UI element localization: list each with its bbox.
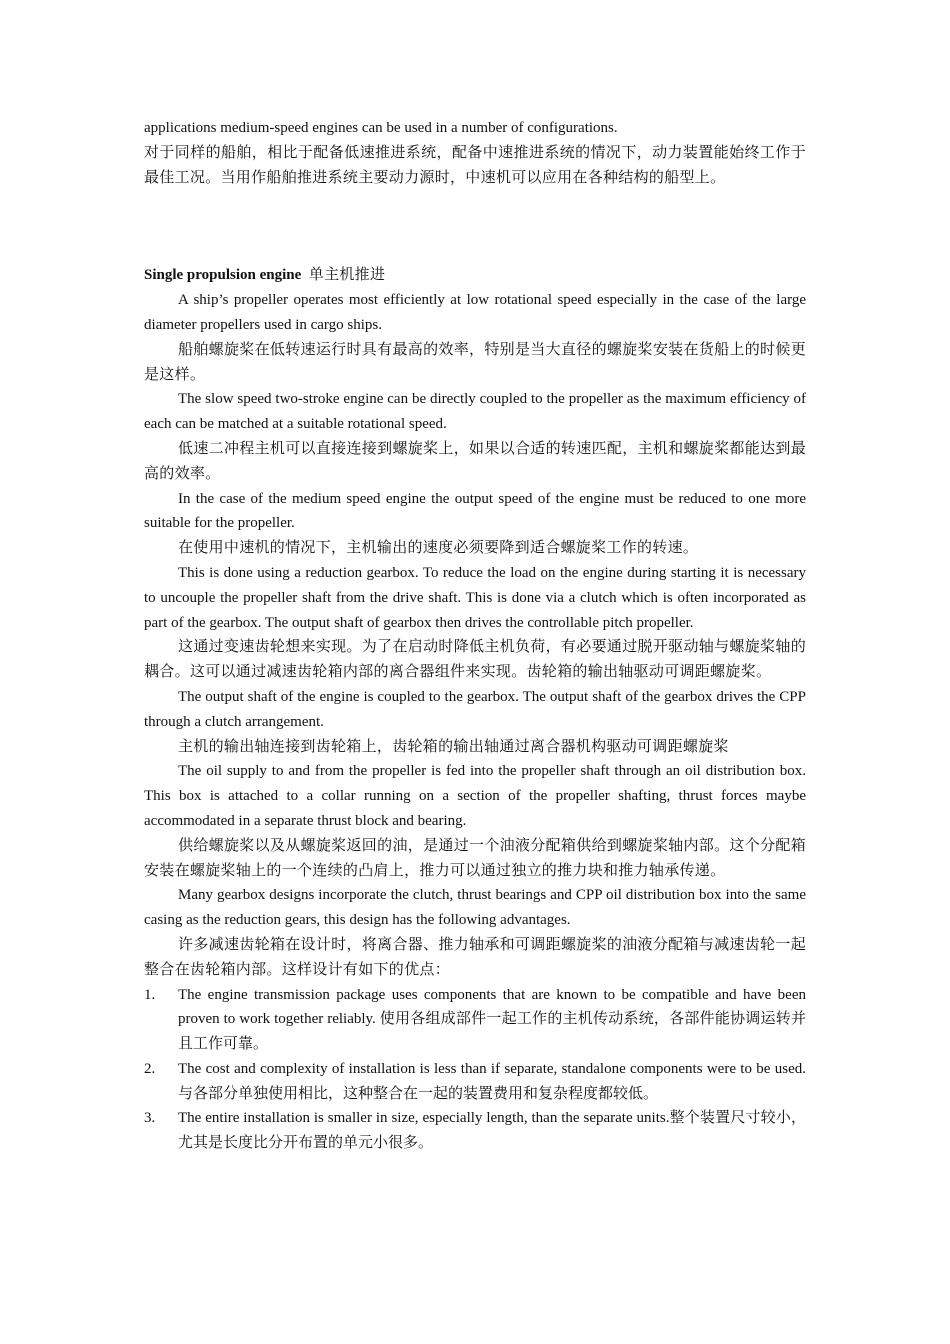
paragraph-gearbox-designs-en: Many gearbox designs incorporate the clutch, thrust bearings and CPP oil distribution box into the same casing as the reduction gears, this design has the following advantages. (144, 887, 806, 929)
list-item-number: 3. (144, 1110, 156, 1127)
list-item-text: The engine transmission package uses components that are known to be compatible and have been proven to work together reliably. 使用各组成部件一起工作的主机传动系统，各部件能协调运转并且工作可靠。 (178, 986, 806, 1053)
paragraph-oil-supply-en: The oil supply to and from the propeller is fed into the propeller shaft through an oil distribution box. This box is attached to a collar running on a section of the propeller shafting, thrust forces maybe accommodated in a separate thrust block and bearing. (144, 763, 806, 829)
list-item (144, 1057, 806, 1107)
intro-english: applications medium-speed engines can be used in a number of configurations. (144, 120, 618, 136)
list-item (144, 1106, 806, 1156)
list-item (144, 983, 806, 1057)
section-heading-chinese: 单主机推进 (308, 267, 386, 284)
list-item-text: The cost and complexity of installation is less than if separate, standalone components were to be used. 与各部分单独使用相比，这种整合在一起的装置费用和复杂程度都较低。 (178, 1060, 806, 1102)
list-item-number: 1. (144, 986, 156, 1003)
paragraph-medium-speed-zh: 在使用中速机的情况下，主机输出的速度必须要降到适合螺旋桨工作的转速。 (178, 540, 699, 557)
paragraph-reduction-gearbox-en: This is done using a reduction gearbox. To reduce the load on the engine during starting it is necessary to uncouple the propeller shaft from the drive shaft. This is done via a clutch which is often incorporated as part of the gearbox. The output shaft of gearbox then drives the controllable pitch propeller. (144, 564, 806, 631)
advantages-list (144, 983, 806, 1157)
section-heading-english: Single propulsion engine (144, 267, 302, 284)
paragraph-propeller-efficiency-en: A ship’s propeller operates most efficiently at low rotational speed especially in the case of the large diameter propellers used in cargo ships. (144, 292, 806, 333)
paragraph-oil-supply-zh: 供给螺旋桨以及从螺旋桨返回的油，是通过一个油液分配箱供给到螺旋桨轴内部。这个分配箱安装在螺旋桨轴上的一个连续的凸肩上，推力可以通过独立的推力块和推力轴承传递。 (144, 837, 806, 879)
paragraph-two-stroke-en: The slow speed two-stroke engine can be directly coupled to the propeller as the maximum efficiency of each can be matched at a suitable rotational speed. (144, 391, 806, 433)
document-page (144, 116, 806, 1156)
paragraph-reduction-gearbox-zh: 这通过变速齿轮想来实现。为了在启动时降低主机负荷，有必要通过脱开驱动轴与螺旋桨轴的耦合。这可以通过减速齿轮箱内部的离合器组件来实现。齿轮箱的输出轴驱动可调距螺旋桨。 (144, 639, 806, 681)
paragraph-propeller-efficiency-zh: 船舶螺旋桨在低转速运行时具有最高的效率，特别是当大直径的螺旋桨安装在货船上的时候更是这样。 (144, 341, 806, 383)
intro-chinese: 对于同样的船舶，相比于配备低速推进系统，配备中速推进系统的情况下，动力装置能始终工作于最佳工况。当用作船舶推进系统主要动力源时，中速机可以应用在各种结构的船型上。 (144, 144, 806, 186)
section-spacer (144, 190, 806, 263)
paragraph-two-stroke-zh: 低速二冲程主机可以直接连接到螺旋桨上，如果以合适的转速匹配，主机和螺旋桨都能达到最高的效率。 (144, 440, 806, 482)
paragraph-gearbox-designs-zh: 许多减速齿轮箱在设计时，将离合器、推力轴承和可调距螺旋桨的油液分配箱与减速齿轮一起整合在齿轮箱内部。这样设计有如下的优点： (144, 936, 806, 978)
section-heading (144, 263, 806, 288)
paragraph-output-shaft-en: The output shaft of the engine is coupled to the gearbox. The output shaft of the gearbox drives the CPP through a clutch arrangement. (144, 688, 806, 730)
paragraph-output-shaft-zh: 主机的输出轴连接到齿轮箱上，齿轮箱的输出轴通过离合器机构驱动可调距螺旋桨 (178, 738, 729, 755)
list-item-number: 2. (144, 1060, 156, 1077)
list-item-text: The entire installation is smaller in size, especially length, than the separate units.整个装置尺寸较小，尤其是长度比分开布置的单元小很多。 (178, 1110, 806, 1152)
paragraph-medium-speed-en: In the case of the medium speed engine the output speed of the engine must be reduced to one more suitable for the propeller. (144, 490, 806, 532)
